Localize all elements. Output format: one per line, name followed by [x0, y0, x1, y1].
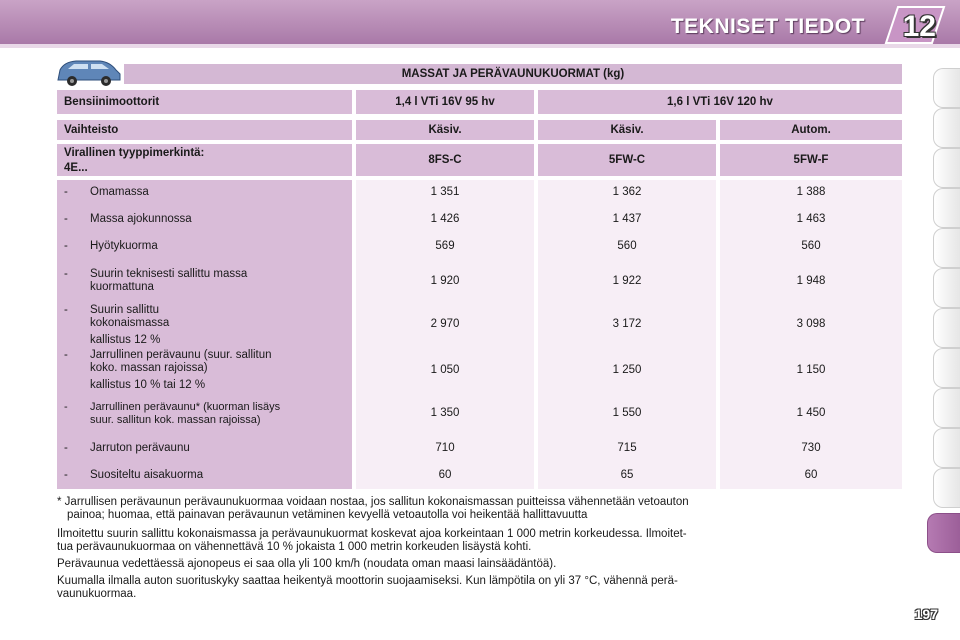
- row-value: 560: [617, 240, 637, 252]
- gearbox-2: Käsiv.: [538, 120, 716, 140]
- row-value: 1 050: [430, 364, 460, 376]
- row-label-text: suur. sallitun kok. massan rajoissa): [90, 414, 261, 426]
- row-dash: -: [64, 349, 68, 361]
- row-value: 1 437: [612, 213, 642, 225]
- row-value: 1 922: [612, 275, 642, 287]
- gearbox-1: Käsiv.: [356, 120, 534, 140]
- row-value: 730: [801, 442, 821, 454]
- note-heat-line-2: vaunukuormaa.: [57, 588, 137, 600]
- row-dash: -: [64, 186, 68, 198]
- row-value: 569: [435, 240, 455, 252]
- type-label: [57, 144, 352, 176]
- row-label-text: Hyötykuorma: [90, 240, 158, 252]
- row-value: 2 970: [430, 318, 460, 330]
- row-value: 3 098: [796, 318, 826, 330]
- note-altitude-line-2: tua perävaunukuormaa on vähennettävä 10 % jokaista 1 000 metrin korkeuden lisäystä kohti.: [57, 541, 532, 553]
- row-dash: -: [64, 268, 68, 280]
- side-tab[interactable]: [933, 148, 960, 188]
- note-heat-line-1: Kuumalla ilmalla auton suorituskyky saattaa heikentyä moottorin suojaamiseksi. Kun lämpötila on yli 37 °C, vähennä perä-: [57, 575, 678, 587]
- chapter-side-tabs: [926, 68, 960, 578]
- row-value: 1 426: [430, 213, 460, 225]
- row-value: 60: [438, 469, 452, 481]
- note-altitude-line-1: Ilmoitettu suurin sallittu kokonaismassa ja perävaunukuormat koskevat ajoa korkeintaan 1 000 metrin korkeudessa. Ilmoitet-: [57, 528, 687, 540]
- row-label-text: koko. massan rajoissa): [90, 362, 208, 374]
- type-code-2: 5FW-C: [538, 144, 716, 176]
- page-number: 197: [914, 606, 938, 622]
- row-dash: -: [64, 442, 68, 454]
- side-tab[interactable]: [933, 108, 960, 148]
- engines-label: Bensiinimoottorit: [57, 90, 352, 114]
- row-value: 3 172: [612, 318, 642, 330]
- row-value: 1 351: [430, 186, 460, 198]
- side-tab-active[interactable]: [927, 513, 960, 553]
- row-value: 65: [620, 469, 634, 481]
- row-value: 1 463: [796, 213, 826, 225]
- row-label-text: kallistus 12 %: [90, 334, 161, 346]
- engine-1-header: 1,4 l VTi 16V 95 hv: [356, 90, 534, 114]
- row-value: 1 250: [612, 364, 642, 376]
- asterisk-note: * Jarrullisen perävaunun perävaunukuormaa voidaan nostaa, jos sallitun kokonaismassan puitteissa vähennetään vetoauton: [57, 496, 689, 508]
- type-code-1: 8FS-C: [356, 144, 534, 176]
- row-label-text: Suurin sallittu: [90, 304, 160, 316]
- type-label-line-1: Virallinen tyyppimerkintä:: [64, 147, 205, 159]
- side-tab[interactable]: [933, 308, 960, 348]
- row-value: 1 920: [430, 275, 460, 287]
- side-tab[interactable]: [933, 68, 960, 108]
- row-label-text: Suurin teknisesti sallittu massa: [90, 268, 248, 280]
- row-value: 560: [801, 240, 821, 252]
- row-label-text: Omamassa: [90, 186, 149, 198]
- row-value: 1 150: [796, 364, 826, 376]
- row-label-text: Jarruton perävaunu: [90, 442, 190, 454]
- side-tab[interactable]: [933, 428, 960, 468]
- row-value: 1 450: [796, 407, 826, 419]
- row-value: 1 550: [612, 407, 642, 419]
- chapter-number: 12: [902, 10, 936, 43]
- row-value: 710: [435, 442, 455, 454]
- row-label-text: Jarrullinen perävaunu (suur. sallitun: [90, 349, 272, 361]
- row-label-text: Jarrullinen perävaunu* (kuorman lisäys: [90, 401, 281, 413]
- row-dash: -: [64, 240, 68, 252]
- side-tab[interactable]: [933, 268, 960, 308]
- row-label-text: Massa ajokunnossa: [90, 213, 192, 225]
- row-dash: -: [64, 469, 68, 481]
- side-tab[interactable]: [933, 388, 960, 428]
- type-code-3: 5FW-F: [720, 144, 902, 176]
- note-speed: Perävaunua vedettäessä ajonopeus ei saa olla yli 100 km/h (noudata oman maasi lainsäädäntöä).: [57, 558, 557, 570]
- asterisk-note-cont: painoa; huomaa, että painavan perävaunun vetäminen kevyellä vetoautolla voi heikentää hallittavuutta: [67, 509, 588, 521]
- gearbox-label: Vaihteisto: [57, 120, 352, 140]
- row-value: 1 948: [796, 275, 826, 287]
- row-value: 1 350: [430, 407, 460, 419]
- row-value: 60: [804, 469, 818, 481]
- gearbox-3: Autom.: [720, 120, 902, 140]
- engine-2-header: 1,6 l VTi 16V 120 hv: [538, 90, 902, 114]
- row-value: 715: [617, 442, 637, 454]
- row-label-text: Suositeltu aisakuorma: [90, 469, 204, 481]
- row-dash: -: [64, 213, 68, 225]
- row-label-text: kallistus 10 % tai 12 %: [90, 379, 206, 391]
- row-dash: -: [64, 304, 68, 316]
- row-value: 1 362: [612, 186, 642, 198]
- row-label-text: kuormattuna: [90, 281, 154, 293]
- table-title: MASSAT JA PERÄVAUNUKUORMAT (kg): [124, 64, 902, 84]
- row-label-text: kokonaismassa: [90, 317, 170, 329]
- side-tab[interactable]: [933, 228, 960, 268]
- type-label-line-2: 4E...: [64, 162, 88, 174]
- side-tab[interactable]: [933, 468, 960, 508]
- side-tab[interactable]: [933, 188, 960, 228]
- row-dash: -: [64, 401, 68, 413]
- row-value: 1 388: [796, 186, 826, 198]
- side-tab[interactable]: [933, 348, 960, 388]
- page-header-title: TEKNISET TIEDOT: [670, 15, 865, 38]
- car-icon: [54, 56, 124, 88]
